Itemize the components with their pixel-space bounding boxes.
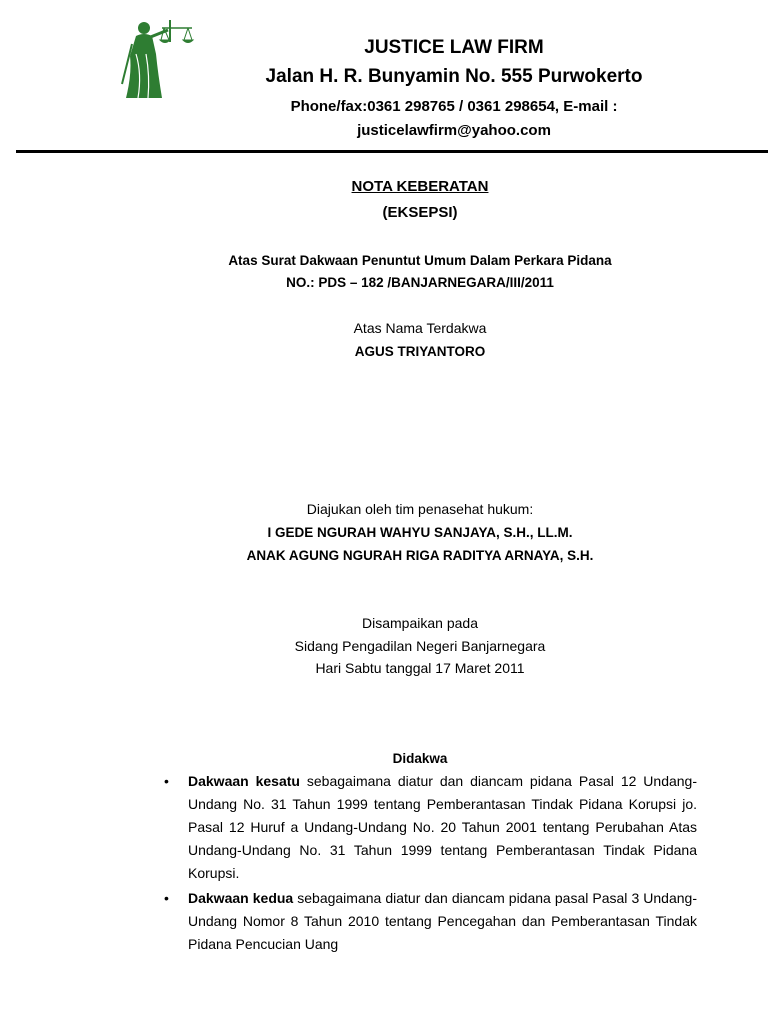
charge-text: sebagaimana diatur dan diancam pidana pasal Pasal 3 Undang-Undang Nomor 8 Tahun 2010 tentang Pencegahan dan Pemberantasan Tindak Pidana Pencucian Uang bbox=[188, 890, 697, 952]
regarding-line-1: Atas Surat Dakwaan Penuntut Umum Dalam Perkara Pidana bbox=[228, 253, 612, 268]
document-title: NOTA KEBERATAN bbox=[351, 178, 489, 195]
defendant-label: Atas Nama Terdakwa bbox=[353, 320, 487, 336]
list-item bbox=[160, 887, 697, 956]
defendant-name: AGUS TRIYANTORO bbox=[354, 344, 486, 359]
document-subtitle: (EKSEPSI) bbox=[382, 204, 458, 221]
firm-phone-fax: Phone/fax:0361 298765 / 0361 298654, E-mail : bbox=[290, 98, 618, 115]
firm-address: Jalan H. R. Bunyamin No. 555 Purwokerto bbox=[265, 66, 643, 87]
charge-lead: Dakwaan kedua bbox=[188, 890, 294, 906]
bullet-icon: • bbox=[164, 890, 169, 906]
charge-text: sebagaimana diatur dan diancam pidana Pasal 12 Undang-Undang No. 31 Tahun 1999 tentang Pemberantasan Tindak Pidana Korupsi jo. Pasal 12 Huruf a Undang-Undang No. 20 Tahun 2001 tentang Perubahan Atas Undang-Undang No. 31 Tahun 1999 tentang Pemberantasan Tindak Pidana Korupsi. bbox=[188, 773, 698, 881]
charge-lead: Dakwaan kesatu bbox=[188, 773, 300, 789]
bullet-icon: • bbox=[164, 773, 169, 789]
delivered-label: Disampaikan pada bbox=[362, 615, 478, 631]
counsel-2: ANAK AGUNG NGURAH RIGA RADITYA ARNAYA, S.H. bbox=[246, 548, 594, 563]
court-name: Sidang Pengadilan Negeri Banjarnegara bbox=[294, 638, 546, 654]
charges-heading: Didakwa bbox=[392, 751, 448, 766]
counsel-1: I GEDE NGURAH WAHYU SANJAYA, S.H., LL.M. bbox=[267, 525, 573, 540]
regarding-line-2: NO.: PDS – 182 /BANJARNEGARA/III/2011 bbox=[286, 275, 554, 290]
firm-name: JUSTICE LAW FIRM bbox=[364, 37, 544, 58]
submitted-by-label: Diajukan oleh tim penasehat hukum: bbox=[306, 501, 534, 517]
hearing-date: Hari Sabtu tanggal 17 Maret 2011 bbox=[315, 660, 525, 676]
firm-email: justicelawfirm@yahoo.com bbox=[357, 122, 551, 139]
letterhead-divider bbox=[16, 150, 768, 153]
list-item bbox=[160, 770, 697, 885]
charges-list bbox=[160, 770, 697, 958]
